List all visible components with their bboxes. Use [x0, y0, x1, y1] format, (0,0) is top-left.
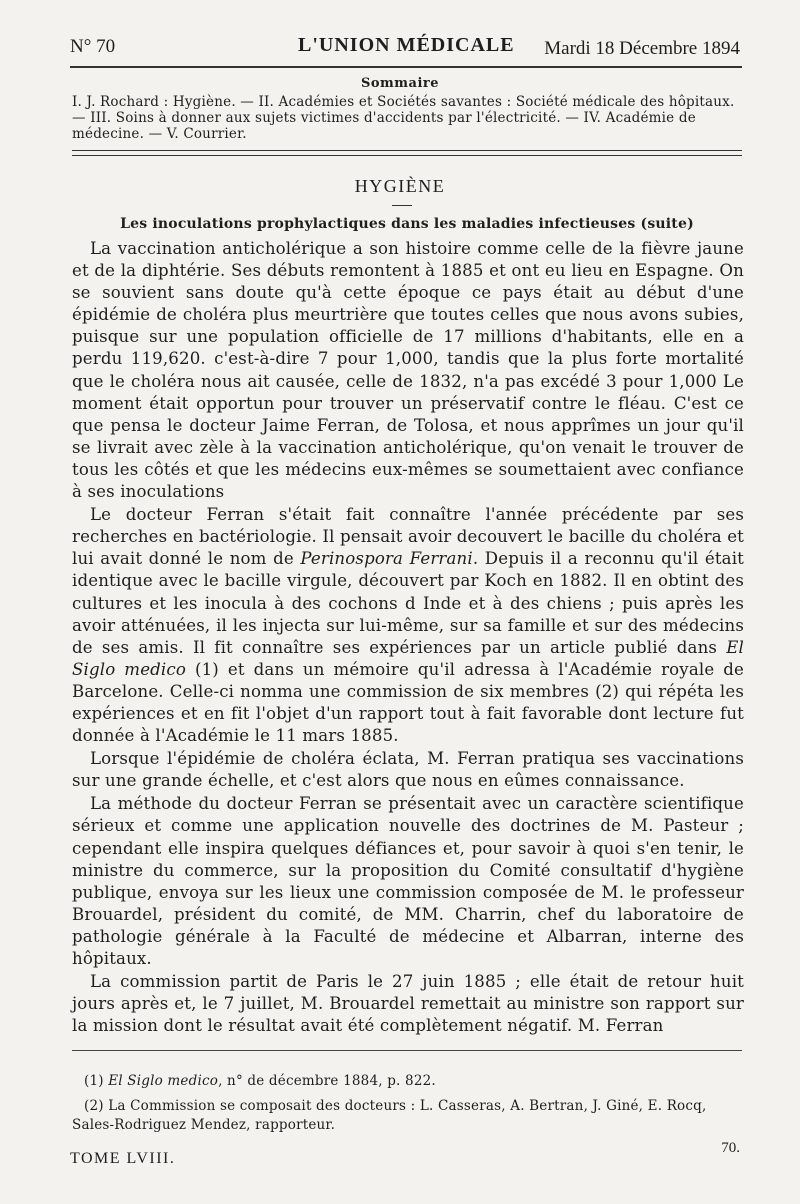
article-body: [72, 238, 744, 1037]
paragraph-2-italic-2: El Siglo medico: [72, 637, 744, 679]
footnote-1-prefix: (1): [84, 1073, 109, 1089]
paragraph-1: La vaccination anticholérique a son histoire comme celle de la fièvre jaune et de la diphtérie. Ses débuts remontent à 1885 et ont eu lieu en Espagne. On se souvient sans doute qu'à cette époque ce pays était au début d'une épidémie de choléra plus meurtrière que toutes celles que nous avons subies, puisque sur une population officielle de 17 millions d'habitants, elle en a perdu 119,620. c'est-à-dire 7 pour 1,000, tandis que la plus forte mortalité que le choléra nous ait causée, celle de 1832, n'a pas excédé 3 pour 1,000 Le moment était opportun pour trouver un préservatif contre le fléau. C'est ce que pensa le docteur Jaime Ferran, de Tolosa, et nous apprîmes un jour qu'il se livrait avec zèle à la vaccination anticholérique, qu'on venait le trouver de tous les côtés et que les médecins eux-mêmes se soumettaient avec confiance à ses inoculations: [72, 239, 744, 502]
issue-date: Mardi 18 Décembre 1894: [544, 38, 740, 59]
paragraph-2-part-b: . Depuis il a reconnu qu'il était identique avec le bacille virgule, découvert par Koch en 1882. Il en obtint des cultures et les inocula à des cochons d Inde et à des chiens ; puis après les avoir atténuées, il les injecta sur lui-même, sur sa famille et sur des médecins de ses amis. Il fit connaître ses expériences par un article publié dans: [72, 549, 744, 657]
paragraph-4: La méthode du docteur Ferran se présentait avec un caractère scientifique sérieux et comme une application nouvelle des doctrines de M. Pasteur ; cependant elle inspira quelques défiances et, pour savoir à quoi s'en tenir, le ministre du commerce, sur la proposition du Comité consultatif d'hygiène publique, envoya sur les lieux une commission composée de M. le professeur Brouardel, président du comité, de MM. Charrin, chef du laboratoire de pathologie générale à la Faculté de médecine et Albarran, interne des hôpitaux.: [72, 794, 744, 968]
footnote-2: (2) La Commission se composait des docteurs : L. Casseras, A. Bertran, J. Giné, E. Rocq, Sales-Rodriguez Mendez, rapporteur.: [72, 1098, 707, 1133]
section-title: HYGIÈNE: [354, 176, 446, 196]
paragraph-3: Lorsque l'épidémie de choléra éclata, M. Ferran pratiqua ses vaccinations sur une grande échelle, et c'est alors que nous en eûmes connaissance.: [72, 749, 744, 791]
footnote-1-rest: , n° de décembre 1884, p. 822.: [218, 1073, 436, 1089]
footnote-1: [72, 1072, 742, 1091]
footnotes: [72, 1072, 742, 1141]
paragraph-2: [72, 504, 744, 747]
footnote-1-italic: El Siglo medico: [108, 1073, 219, 1089]
paragraph-2-part-a: Le docteur Ferran s'était fait connaître l'année précédente par ses recherches en bactériologie. Il pensait avoir decouvert le bacille du choléra et lui avait donné le nom de: [72, 505, 744, 569]
summary-rule: [72, 150, 742, 156]
paragraph-2-italic-1: Perinospora Ferrani: [300, 549, 473, 569]
summary-text: I. J. Rochard : Hygiène. — II. Académies et Sociétés savantes : Société médicale des hôpitaux. — III. Soins à donner aux sujets victimes d'accidents par l'électricité. — IV. Académie de médecine. — V. Courrier.: [72, 94, 735, 142]
summary-title: Sommaire: [360, 76, 440, 91]
tome-label: TOME LVIII.: [70, 1150, 176, 1167]
issue-number: N° 70: [70, 36, 116, 57]
header-rule: [70, 66, 742, 68]
page-number: 70.: [721, 1140, 740, 1156]
journal-title: L'UNION MÉDICALE: [298, 34, 515, 56]
paragraph-2-part-c: (1) et dans un mémoire qu'il adressa à l'Académie royale de Barcelone. Celle-ci nomma une commission de six membres (2) qui répéta les expériences et en fit l'objet d'un rapport tout à fait favorable dont lecture fut donnée à l'Académie le 11 mars 1885.: [72, 659, 745, 746]
article-subtitle: Les inoculations prophylactiques dans les maladies infectieuses (suite): [120, 216, 694, 232]
page-header: [70, 34, 740, 62]
footnote-rule: [72, 1050, 742, 1051]
paragraph-5: La commission partit de Paris le 27 juin 1885 ; elle était de retour huit jours après et, le 7 juillet, M. Brouardel remettait au ministre son rapport sur la mission dont le résultat avait été complètement négatif. M. Ferran: [72, 972, 744, 1036]
title-dash: [392, 205, 412, 206]
